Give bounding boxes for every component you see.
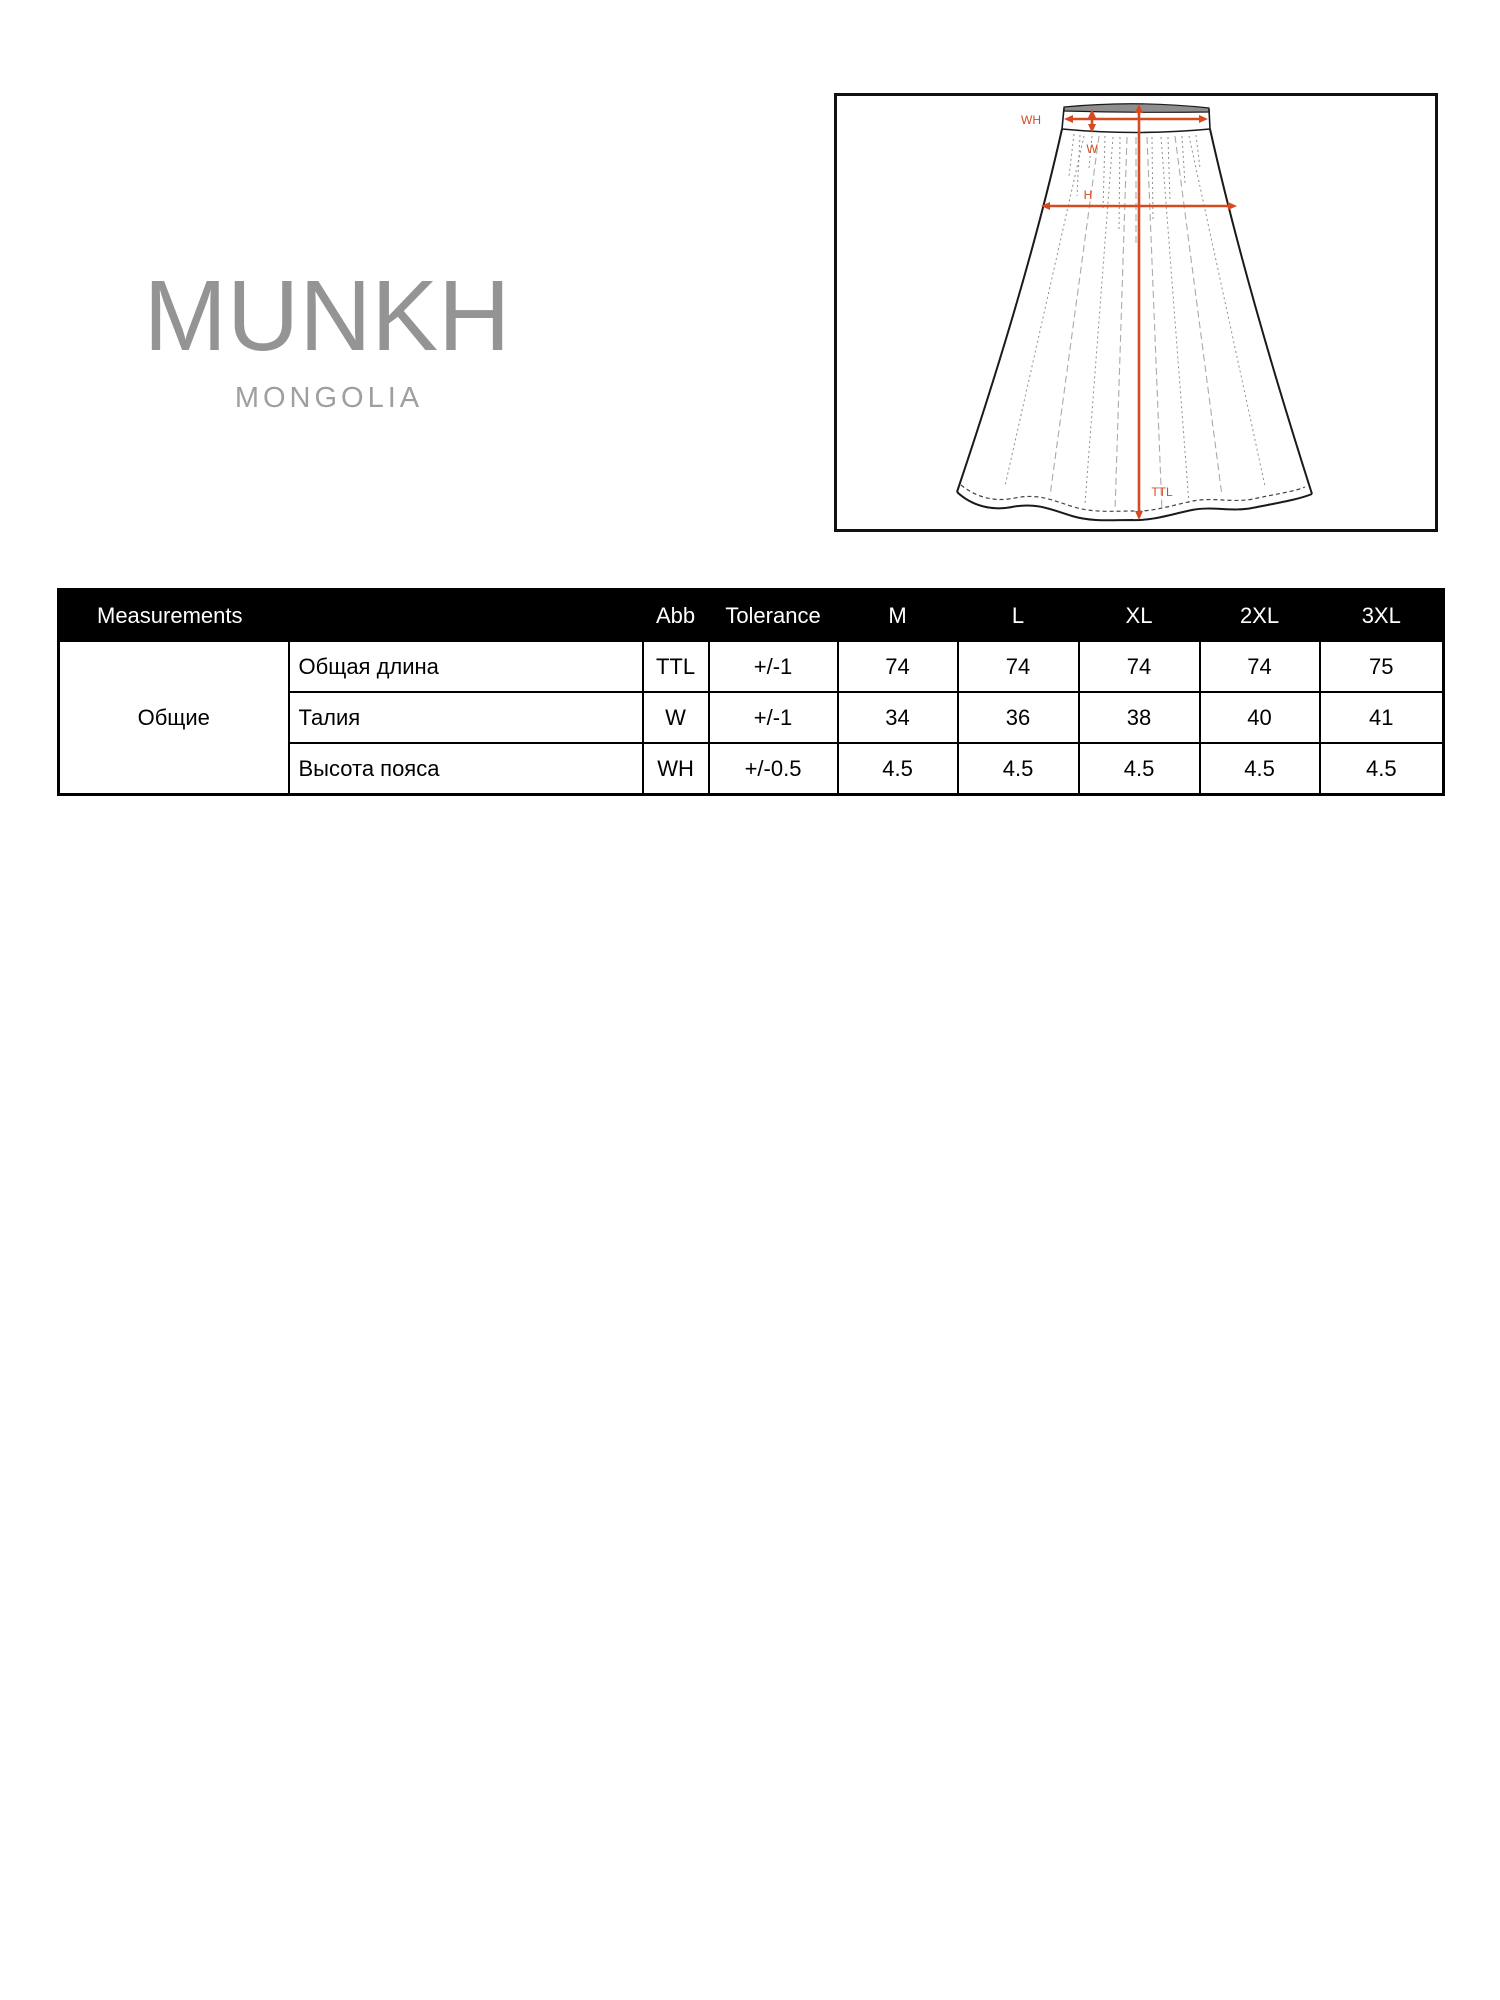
value-cell: 4.5 xyxy=(1079,743,1200,795)
table-row xyxy=(59,641,1444,692)
brand-subtitle: MONGOLIA xyxy=(234,382,424,414)
header-size-l: L xyxy=(958,590,1079,642)
value-cell: 4.5 xyxy=(838,743,958,795)
group-cell: Общие xyxy=(59,641,289,795)
header-size-m: M xyxy=(838,590,958,642)
value-cell: 36 xyxy=(958,692,1079,743)
wh-label: WH xyxy=(1021,113,1041,127)
tolerance-cell: +/-0.5 xyxy=(709,743,838,795)
measurement-name-cell: Общая длина xyxy=(289,641,643,692)
value-cell: 40 xyxy=(1200,692,1320,743)
abb-cell: WH xyxy=(643,743,709,795)
skirt-outline xyxy=(957,129,1312,520)
value-cell: 74 xyxy=(1200,641,1320,692)
value-cell: 34 xyxy=(838,692,958,743)
value-cell: 4.5 xyxy=(1200,743,1320,795)
value-cell: 4.5 xyxy=(958,743,1079,795)
header-size-2xl: 2XL xyxy=(1200,590,1320,642)
measurements-table xyxy=(57,588,1445,796)
value-cell: 41 xyxy=(1320,692,1444,743)
w-label: W xyxy=(1086,142,1098,156)
table-header-row xyxy=(59,590,1444,642)
header-abb: Abb xyxy=(643,590,709,642)
abb-cell: TTL xyxy=(643,641,709,692)
brand-name: MUNKH xyxy=(143,260,511,372)
measurement-name-cell: Талия xyxy=(289,692,643,743)
header-size-xl: XL xyxy=(1079,590,1200,642)
ttl-label: TTL xyxy=(1151,485,1173,499)
skirt-technical-drawing xyxy=(837,96,1435,529)
header-size-3xl: 3XL xyxy=(1320,590,1444,642)
header-measurements: Measurements xyxy=(59,590,643,642)
value-cell: 74 xyxy=(1079,641,1200,692)
value-cell: 38 xyxy=(1079,692,1200,743)
header-tolerance: Tolerance xyxy=(709,590,838,642)
value-cell: 75 xyxy=(1320,641,1444,692)
h-label: H xyxy=(1083,188,1093,202)
value-cell: 74 xyxy=(838,641,958,692)
measurement-name-cell: Высота пояса xyxy=(289,743,643,795)
abb-cell: W xyxy=(643,692,709,743)
brand-logo xyxy=(97,260,557,415)
skirt-gather-lines xyxy=(1005,134,1265,511)
tolerance-cell: +/-1 xyxy=(709,692,838,743)
technical-drawing-box xyxy=(834,93,1438,532)
tolerance-cell: +/-1 xyxy=(709,641,838,692)
value-cell: 74 xyxy=(958,641,1079,692)
value-cell: 4.5 xyxy=(1320,743,1444,795)
